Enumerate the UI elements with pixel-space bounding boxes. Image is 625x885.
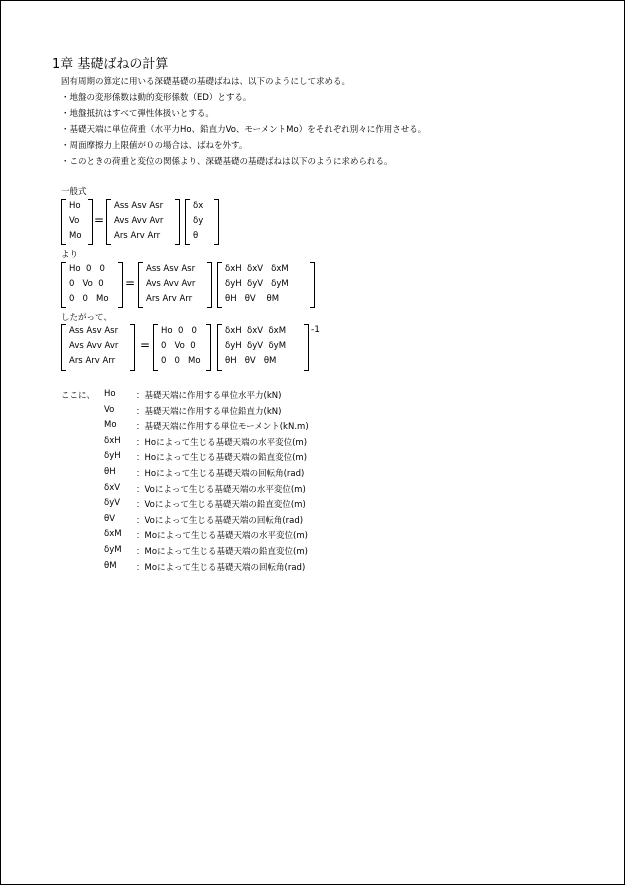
definition-text: ：基礎天端に作用する単位水平力(kN): [136, 391, 282, 401]
definition-text: ：Hoによって生じる基礎天端の鉛直変位(m): [136, 453, 308, 464]
intro-line: ・周面摩擦力上限値が０の場合は、ばねを外す。: [61, 141, 248, 151]
definition-symbol: θV: [104, 513, 116, 524]
stiffness-matrix: [106, 199, 180, 245]
equals-sign: =: [125, 276, 136, 290]
matrix-row: 0 Vo 0: [69, 279, 104, 289]
definition-symbol: δxV: [104, 482, 121, 493]
matrix-row: δxH δxV δxM: [225, 264, 289, 274]
matrix-row: δxH δxV δxM: [225, 326, 287, 336]
matrix-row: δyH δyV δyM: [225, 279, 289, 289]
definition-text: ：Voによって生じる基礎天端の水平変位(m): [136, 484, 306, 495]
definition-symbol: Ho: [104, 389, 116, 399]
load-matrix: [61, 262, 123, 308]
matrix-row: Ars Arv Arr: [146, 294, 193, 304]
definition-text: ：Moによって生じる基礎天端の回転角(rad): [136, 562, 306, 573]
definition-symbol: δyH: [104, 451, 121, 462]
matrix-row: Ass Asv Asr: [146, 264, 196, 274]
stiffness-matrix: [61, 324, 135, 371]
matrix-row: Avs Avv Avr: [146, 279, 196, 289]
definition-symbol: Vo: [104, 404, 115, 415]
matrix-row: Ass Asv Asr: [69, 326, 119, 336]
displacement-matrix: [217, 324, 309, 371]
equals-sign: =: [94, 213, 105, 227]
matrix-row: Avs Avv Avr: [114, 216, 164, 226]
matrix-row: 0 Vo 0: [161, 341, 196, 351]
matrix-row: Ass Asv Asr: [114, 201, 164, 211]
yori-label: より: [61, 250, 79, 260]
matrix-row: θH θV θM: [225, 294, 280, 304]
definition-symbol: δxM: [104, 529, 122, 540]
matrix-row: Vo: [69, 216, 80, 226]
intro-line: 固有周期の算定に用いる深礎基礎の基礎ばねは、以下のようにして求める。: [61, 77, 351, 87]
intro-line: ・このときの荷重と変位の関係より、深礎基礎の基礎ばねは以下のように求められる。: [61, 157, 393, 167]
general-formula-label: 一般式: [61, 187, 87, 197]
matrix-row: Ars Arv Arr: [114, 231, 161, 241]
definition-symbol: δyV: [104, 498, 121, 509]
definition-text: ：基礎天端に作用する単位鉛直力(kN): [136, 406, 282, 417]
definition-text: ：基礎天端に作用する単位モーメント(kN.m): [136, 422, 309, 433]
matrix-row: 0 0 Mo: [161, 356, 201, 366]
displacement-vector: [185, 199, 219, 245]
matrix-row: θH θV θM: [225, 356, 277, 366]
stiffness-matrix: [138, 262, 212, 308]
intro-paragraph: [61, 74, 426, 170]
definition-symbol: θM: [104, 560, 117, 571]
definition-symbol: δxH: [104, 435, 121, 446]
definition-text: ：Moによって生じる基礎天端の鉛直変位(m): [136, 546, 308, 557]
matrix-row: Avs Avv Avr: [69, 341, 119, 351]
matrix-row: δx: [193, 201, 204, 211]
chapter-title: 1章 基礎ばねの計算: [52, 57, 169, 72]
load-matrix: [153, 324, 211, 371]
definition-symbol: θH: [104, 466, 116, 477]
definition-text: ：Moによって生じる基礎天端の水平変位(m): [136, 531, 308, 542]
matrix-row: θ: [193, 231, 199, 241]
load-vector: [61, 199, 93, 245]
definition-text: ：Hoによって生じる基礎天端の水平変位(m): [136, 437, 308, 448]
definition-text: ：Voによって生じる基礎天端の回転角(rad): [136, 515, 304, 526]
matrix-row: Ho: [69, 201, 81, 211]
definition-text: ：Hoによって生じる基礎天端の回転角(rad): [136, 468, 305, 479]
intro-line: ・基礎天端に単位荷重（水平力Ho、鉛直力Vo、モーメントMo）をそれぞれ別々に作用させる。: [61, 125, 427, 135]
matrix-row: Ho 0 0: [69, 264, 105, 274]
matrix-row: Mo: [69, 231, 82, 241]
inverse-exponent: -1: [311, 325, 320, 335]
definition-symbol: δyM: [104, 544, 122, 555]
matrix-row: δyH δyV δyM: [225, 341, 287, 351]
displacement-matrix: [217, 262, 315, 308]
matrix-row: Ho 0 0: [161, 326, 197, 336]
definition-prefix: ここに、: [61, 391, 96, 401]
equals-sign: =: [140, 338, 151, 352]
definition-text: ：Voによって生じる基礎天端の鉛直変位(m): [136, 500, 306, 511]
shitagatte-label: したがって、: [61, 313, 112, 323]
definition-symbol: Mo: [104, 420, 117, 431]
intro-line: ・地盤の変形係数は動的変形係数（ED）とする。: [61, 93, 252, 103]
matrix-row: δy: [193, 216, 204, 226]
intro-line: ・地盤抵抗はすべて弾性体扱いとする。: [61, 109, 214, 119]
matrix-row: Ars Arv Arr: [69, 356, 116, 366]
matrix-row: 0 0 Mo: [69, 294, 109, 304]
